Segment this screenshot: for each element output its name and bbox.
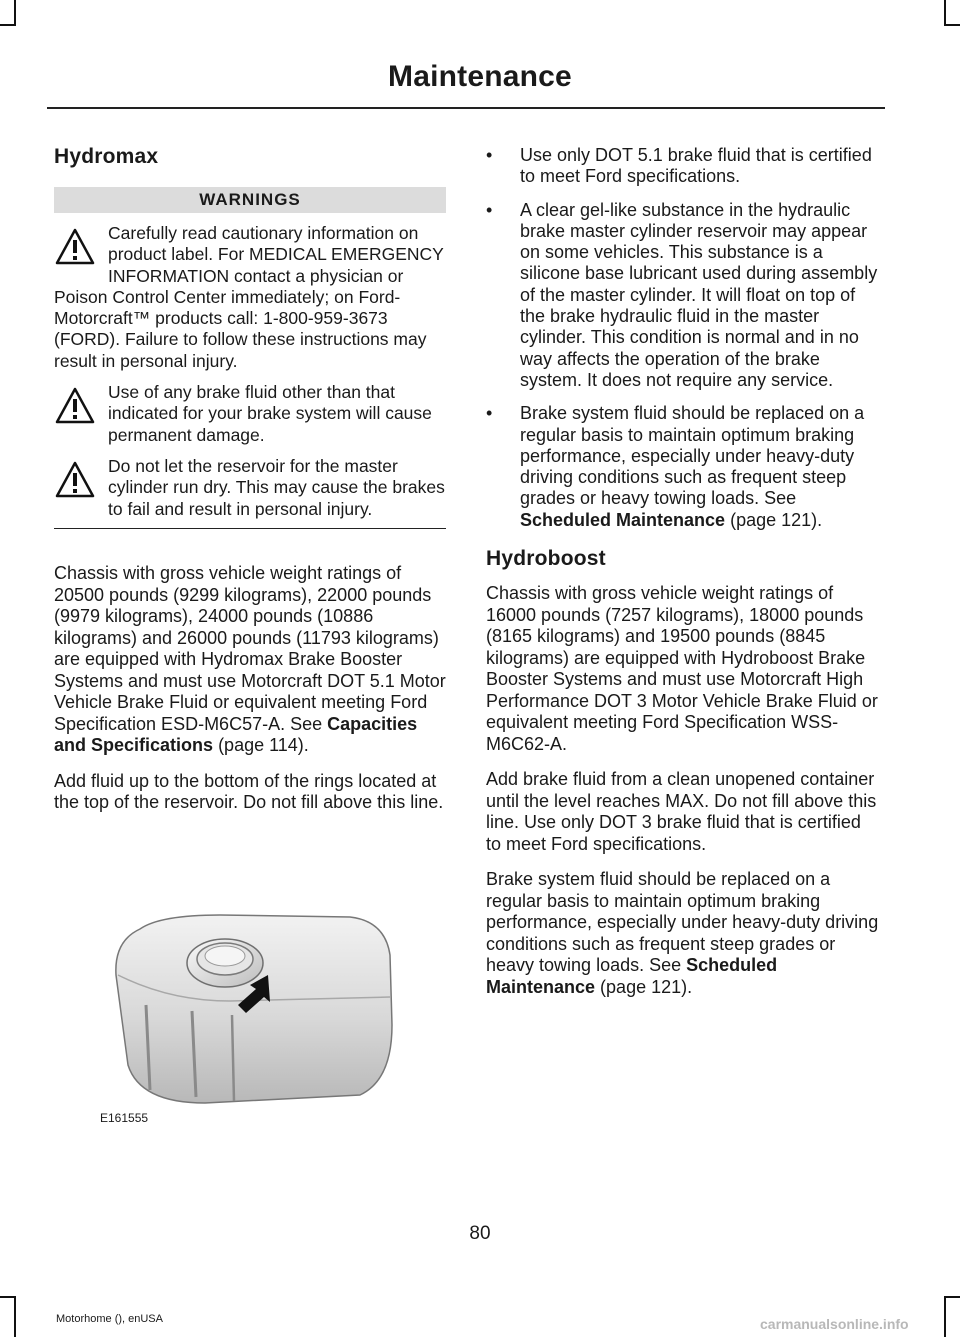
crop-mark xyxy=(14,0,16,26)
link-capacities-specifications[interactable]: Capacities and Specifications xyxy=(54,713,418,756)
crop-mark xyxy=(0,1296,16,1298)
page-title: Maintenance xyxy=(388,60,572,93)
warning-triangle-icon xyxy=(54,227,96,267)
crop-mark xyxy=(944,1296,946,1337)
reservoir-figure xyxy=(100,905,446,1133)
paragraph: Brake system fluid should be replaced on a regular basis to maintain optimum braking performance, especially under heavy-duty driving conditions such as frequent steep grades or heavy towing loads. See Scheduled Maintenance (page 121). xyxy=(486,869,879,997)
section-heading-hydromax: Hydromax xyxy=(54,145,159,168)
warnings-divider xyxy=(54,528,446,530)
warning-triangle-icon xyxy=(54,460,96,500)
bullet-icon: • xyxy=(486,403,493,424)
bullet-icon: • xyxy=(486,145,493,165)
list-item: • Brake system fluid should be replaced on a regular basis to maintain optimum braking performance, especially under heavy-duty driving conditions such as frequent steep grades or heavy towing loads. See Scheduled Maintenance (page 121). xyxy=(486,403,865,530)
paragraph: Chassis with gross vehicle weight ratings of 16000 pounds (7257 kilograms), 18000 pounds (8165 kilograms) and 19500 pounds (8845 kilograms) are equipped with Hydroboost Brake Booster Systems and must use Motorcraft High Performance DOT 3 Motor Vehicle Brake Fluid or equivalent meeting Ford Specification WSS-M6C62-A. xyxy=(486,583,878,754)
left-column xyxy=(54,145,446,814)
warning-triangle-icon xyxy=(54,386,96,426)
bullet-list xyxy=(486,145,880,531)
crop-mark xyxy=(944,1296,960,1298)
warning-item: Use of any brake fluid other than that indicated for your brake system will cause permanent damage. xyxy=(54,382,446,446)
link-scheduled-maintenance[interactable]: Scheduled Maintenance xyxy=(486,955,778,997)
brake-reservoir-illustration xyxy=(100,905,446,1110)
list-item: • Use only DOT 5.1 brake fluid that is certified to meet Ford specifications. xyxy=(486,145,872,187)
warning-item: Do not let the reservoir for the master cylinder run dry. This may cause the brakes to fail and result in personal injury. xyxy=(54,456,446,520)
figure-code: E161555 xyxy=(100,1111,149,1125)
warning-item: Carefully read cautionary information on product label. For MEDICAL EMERGENCY INFORMATION contact a physician or Poison Control Center immediately; on Ford-Motorcraft™ products call: 1-800-959-3673 (FORD). Failure to follow these instructions may result in personal injury. xyxy=(54,223,444,371)
crop-mark xyxy=(944,0,946,26)
list-item: • A clear gel-like substance in the hydraulic brake master cylinder reservoir may appear on some vehicles. This substance is a silicone base lubricant used during assembly of the master cylinder. It will float on top of the brake hydraulic fluid in the master cylinder. This condition is normal and in no way affects the operation of the brake system. It does not require any service. xyxy=(486,199,878,390)
warnings-header: WARNINGS xyxy=(54,187,446,213)
bullet-icon: • xyxy=(486,199,493,220)
header-divider xyxy=(47,107,885,109)
page-number: 80 xyxy=(469,1223,491,1244)
paragraph: Chassis with gross vehicle weight ratings of 20500 pounds (9299 kilograms), 22000 pounds (9979 kilograms), 24000 pounds (10886 kilograms) and 26000 pounds (11793 kilograms) are equipped with Hydromax Brake Booster Systems and must use Motorcraft DOT 5.1 Motor Vehicle Brake Fluid or equivalent meeting Ford Specification ESD-M6C57-A. See Capacities and Specifications (page 114). xyxy=(54,563,446,756)
watermark: carmanualsonline.info xyxy=(760,1316,909,1332)
crop-mark xyxy=(944,24,960,26)
footer-doc-info: Motorhome (), enUSA xyxy=(56,1313,163,1325)
crop-mark xyxy=(14,1296,16,1337)
paragraph: Add brake fluid from a clean unopened container until the level reaches MAX. Do not fill above this line. Use only DOT 3 brake fluid that is certified to meet Ford specifications. xyxy=(486,769,877,854)
section-heading-hydroboost: Hydroboost xyxy=(486,547,606,571)
paragraph: Add fluid up to the bottom of the rings located at the top of the reservoir. Do not fill above this line. xyxy=(54,770,444,813)
right-column xyxy=(486,145,880,998)
link-scheduled-maintenance[interactable]: Scheduled Maintenance xyxy=(520,509,726,530)
crop-mark xyxy=(0,24,16,26)
